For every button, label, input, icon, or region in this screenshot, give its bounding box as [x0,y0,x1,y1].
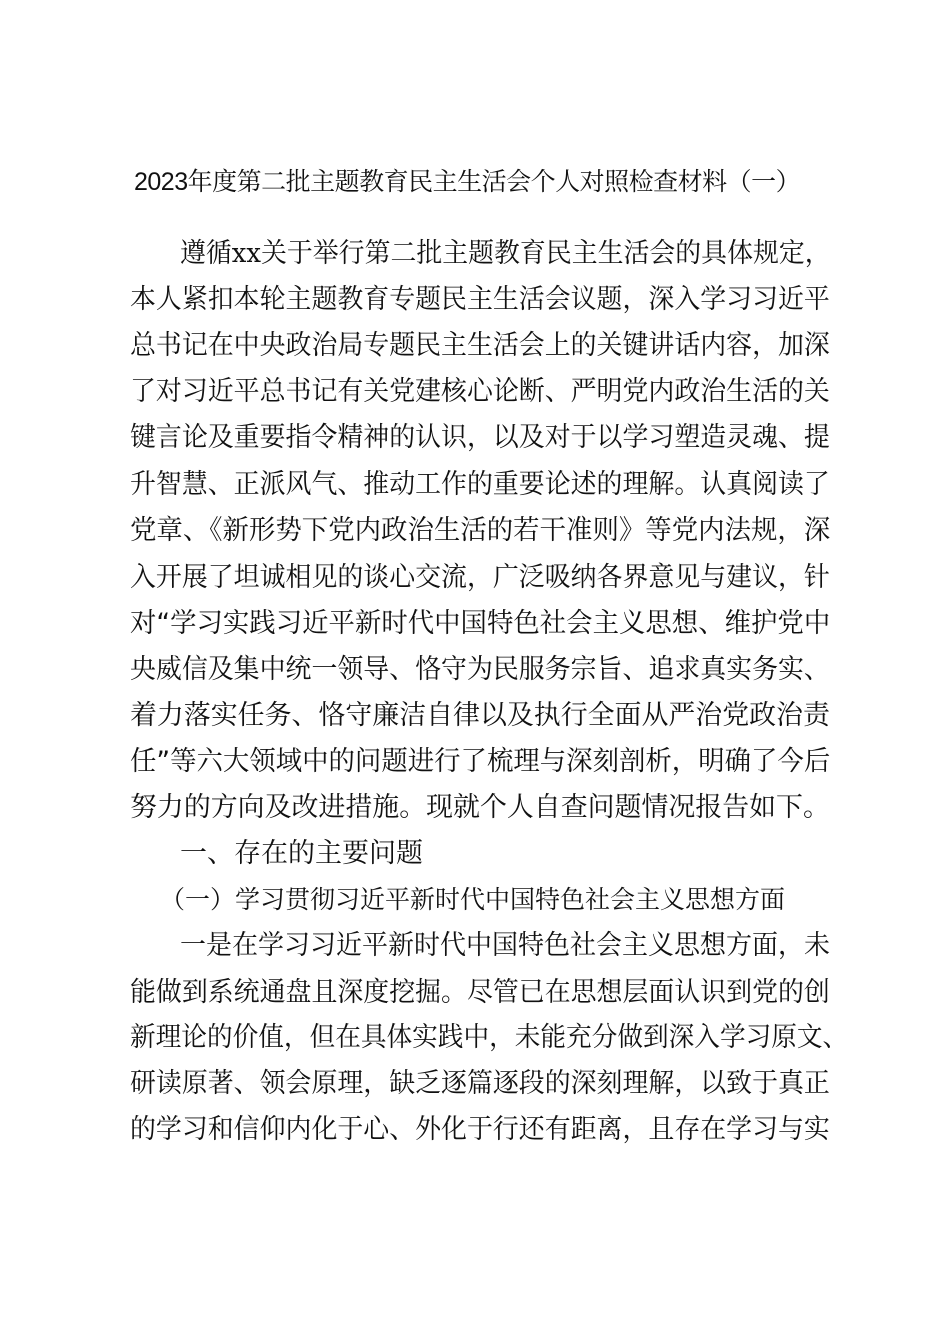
text-run: 的学习和信仰内化于心、外化于行还有距离，且存在学习与实 [130,1114,830,1145]
body-line-5 [130,1112,830,1148]
body-line-3 [130,1020,848,1056]
intro-line-7 [130,513,830,549]
text-run: 着力落实任务、恪守廉洁自律以及执行全面从严治党政治责 [130,700,830,731]
intro-line-12 [130,744,830,780]
text-run: 本人紧扣本轮主题教育专题民主生活会议题，深入学习习近平 [130,284,830,315]
intro-line-13 [130,790,830,826]
text-run: 努力的方向及改进措施。现就个人自查问题情况报告如下。 [130,792,830,823]
text-run: 总书记在中央政治局专题民主生活会上的关键讲话内容，加深 [130,330,830,361]
text-run: 新理论的价值，但在具体实践中，未能充分做到深入学习原文、 [130,1022,849,1053]
text-run: 遵循xx关于举行第二批主题教育民主生活会的具体规定， [180,238,831,269]
text-run: 入开展了坦诚相见的谈心交流，广泛吸纳各界意见与建议，针 [130,562,830,593]
text-run: 认真阅读了 [700,469,830,500]
body-line-1 [180,928,830,964]
intro-line-5 [130,420,830,456]
body-line-4 [130,1066,830,1102]
text-run: 能做到系统通盘且深度挖掘。 [130,977,467,1008]
text-run: 升智慧、正派风气、推动工作的重要论述的理解。 [130,469,701,500]
text-run: 尽管已在思想层面认识到党的创 [466,977,830,1008]
intro-line-9 [130,606,830,642]
intro-line-11 [130,698,830,734]
text-run: 对“学习实践习近平新时代中国特色社会主义思想、维护党中 [130,608,831,639]
body-line-2 [130,974,830,1011]
text-run: 党章、《新形势下党内政治生活的若干准则》等党内法规，深 [130,515,831,546]
text-run: 任”等六大领域中的问题进行了梳理与深刻剖析，明确了今后 [130,746,831,777]
text-run: 央威信及集中统一领导、恪守为民服务宗旨、追求真实务实、 [130,654,830,685]
text-run: 一是在学习习近平新时代中国特色社会主义思想方面，未 [180,930,831,961]
subsection-heading: （一）学习贯彻习近平新时代中国特色社会主义思想方面 [160,885,786,914]
text-run: 研读原著、领会原理，缺乏逐篇逐段的深刻理解，以致于真正 [130,1068,830,1099]
intro-line-1 [180,236,830,272]
text-run: 了对习近平总书记有关党建核心论断、严明党内政治生活的关 [130,376,830,407]
intro-line-4 [130,374,830,410]
document-title: 2023年度第二批主题教育民主生活会个人对照检查材料（一） [134,168,801,196]
text-run: 键言论及重要指令精神的认识，以及对于以学习塑造灵魂、提 [130,422,830,453]
section-heading: 一、存在的主要问题 [180,838,423,869]
intro-line-3 [130,328,830,364]
intro-line-8 [130,560,830,596]
intro-line-6 [130,466,830,503]
intro-line-10 [130,652,830,688]
intro-line-2 [130,282,830,318]
